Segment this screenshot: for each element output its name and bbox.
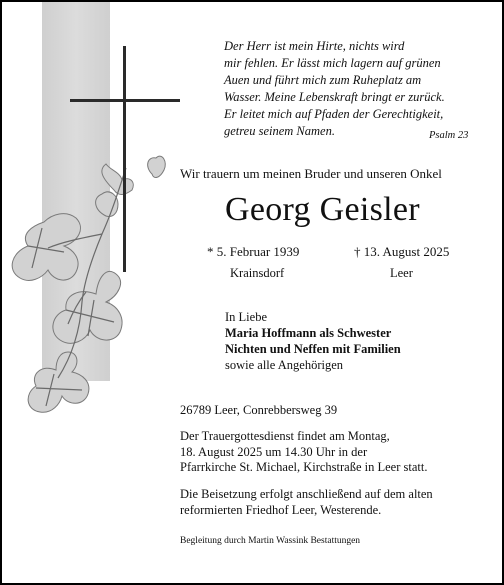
mourners-opening: In Liebe (225, 310, 267, 324)
cross-vertical-beam (123, 46, 126, 272)
mourning-intro: Wir trauern um meinen Bruder und unseren Onkel (180, 166, 442, 181)
psalm-line: Er leitet mich auf Pfaden der Gerechtigkeit, (224, 107, 444, 121)
cross-horizontal-beam (70, 99, 180, 102)
psalm-reference: Psalm 23 (429, 130, 469, 141)
service-line: Der Trauergottesdienst findet am Montag, (180, 429, 390, 443)
burial-info (180, 487, 480, 518)
mourner-relatives: sowie alle Angehörigen (225, 358, 344, 372)
psalm-line: mir fehlen. Er lässt mich lagern auf grünen (224, 56, 441, 70)
psalm-line: Der Herr ist mein Hirte, nichts wird (224, 39, 405, 53)
service-line: Pfarrkirche St. Michael, Kirchstraße in Leer statt. (180, 460, 428, 474)
service-line: 18. August 2025 um 14.30 Uhr in der (180, 444, 368, 459)
burial-line: Die Beisetzung erfolgt anschließend auf dem alten (180, 487, 433, 501)
mourner-sister: Maria Hoffmann als Schwester (225, 326, 392, 340)
psalm-line: Auen und führt mich zum Ruheplatz am (224, 73, 422, 87)
funeral-service-info (180, 429, 480, 476)
family-address: 26789 Leer, Conrebbersweg 39 (180, 403, 338, 417)
psalm-line: Wasser. Meine Lebenskraft bringt er zurück. (224, 90, 445, 104)
birth-date: * 5. Februar 1939 (207, 244, 300, 259)
mourner-nieces-nephews: Nichten und Neffen mit Familien (225, 342, 401, 356)
deceased-name: Georg Geisler (225, 191, 420, 228)
undertaker-credit: Begleitung durch Martin Wassink Bestattungen (180, 536, 361, 546)
ivy-leaves-illustration (2, 2, 242, 442)
mourners-block (225, 309, 401, 373)
birth-place: Krainsdorf (230, 266, 285, 280)
death-place: Leer (390, 266, 413, 280)
psalm-quote (224, 38, 474, 140)
burial-line: reformierten Friedhof Leer, Westerende. (180, 502, 382, 517)
psalm-line: getreu seinem Namen. (224, 124, 335, 138)
death-date: † 13. August 2025 (354, 244, 450, 259)
